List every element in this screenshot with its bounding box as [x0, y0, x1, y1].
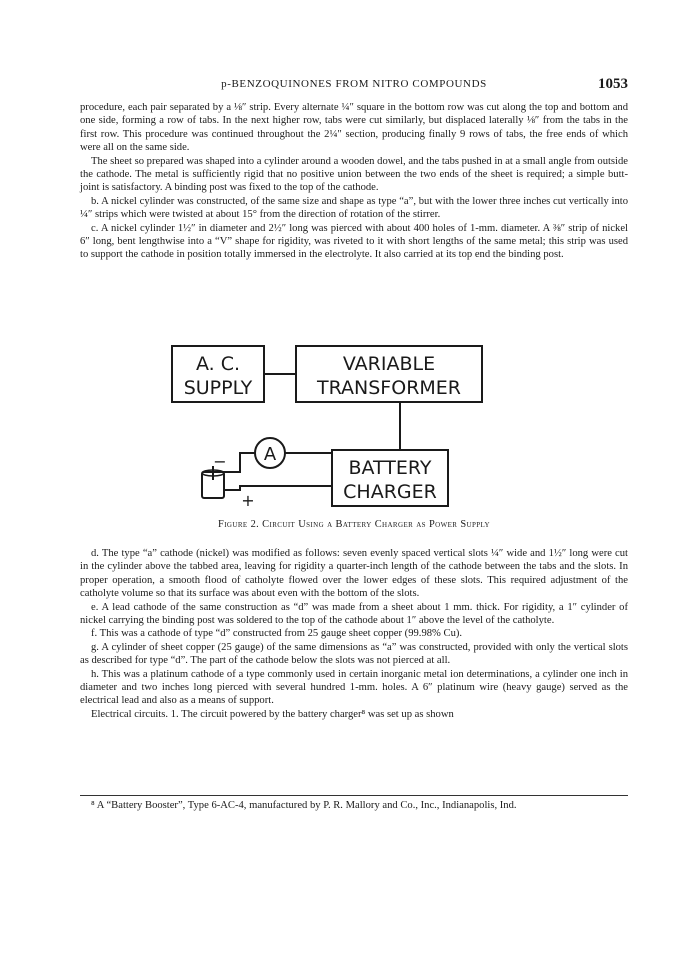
footnote — [80, 799, 628, 812]
paragraph: procedure, each pair separated by a ⅛″ strip. Every alternate ¼″ square in the bottom row was cut along the top and bottom and one side, forming a row of tabs. In the next higher row, tabs were cut similarly, but displaced laterally ⅛″ from the tabs in the first row. This procedure was continued throughout the 2¼″ section, producing finally 9 rows of tabs, the free ends of which were all on the same side. — [80, 102, 628, 154]
paragraph: f. This was a cathode of type “d” constructed from 25 gauge sheet copper (99.98% Cu). — [91, 628, 463, 640]
plus-sign: + — [241, 491, 255, 510]
paragraph: c. A nickel cylinder 1½″ in diameter and 2½″ long was pierced with about 400 holes of 1-mm. diameter. A ⅜″ strip of nickel 6″ long, bent lengthwise into a “V” shape for rigidity, was riveted to it with short lengths of the same metal; this strip was used to support the cathode in position totally immersed in the electrolyte. It also carried at its top end the binding post. — [80, 222, 628, 261]
paragraph: e. A lead cathode of the same construction as “d” was made from a sheet about 1 mm. thick. For rigidity, a 1″ cylinder of nickel carrying the binding post was soldered to the top of the cathode about 1″ above the level of the catholyte. — [80, 601, 628, 627]
circuit-diagram — [160, 340, 496, 512]
charger-label-line1: BATTERY — [348, 457, 432, 479]
running-title: p-BENZOQUINONES FROM NITRO COMPOUNDS — [221, 78, 487, 90]
paragraph: The sheet so prepared was shaped into a cylinder around a wooden dowel, and the tabs pushed in at a small angle from outside the cathode. The metal is sufficiently rigid that no positive union between the two ends of the sheet is required; a simple butt-joint is satisfactory. A binding post was fixed to the top of the cathode. — [80, 155, 628, 194]
paragraph: Electrical circuits. 1. The circuit powered by the battery charger⁸ was set up as shown — [91, 708, 454, 720]
charger-label-line2: CHARGER — [343, 481, 437, 503]
paragraph: g. A cylinder of sheet copper (25 gauge) of the same dimensions as “a” was constructed, provided with only the vertical slots as described for type “d”. The part of the cathode below the slots was not pierced at all. — [80, 641, 628, 667]
transformer-label-line1: VARIABLE — [342, 353, 436, 375]
paragraph: h. This was a platinum cathode of a type commonly used in certain inorganic metal ion determinations, a cylinder one inch in diameter and two inches long pierced with several hundred 1-mm. holes. A 6″ platinum wire (heavy gauge) served as the electrical lead and also as a means of support. — [80, 668, 628, 707]
footnote-rule — [80, 795, 628, 796]
paragraph: b. A nickel cylinder was constructed, of the same size and shape as type “a”, but with the lower three inches cut vertically into ¼″ strips which were twisted at about 15° from the direction of rotation of the stirrer. — [80, 195, 628, 221]
minus-sign: − — [213, 452, 227, 471]
paragraph: d. The type “a” cathode (nickel) was modified as follows: seven evenly spaced vertical slots ¼″ wide and 1½″ long were cut in the cylinder above the tabbed area, leaving for rigidity a quarter-inch length of the cathode between the tabs and the slots. In proper operation, a smooth flood of catholyte flowed over the lower edges of these slots. This required adjustment of the catholyte volume so that its surface was about even with the bottom of the slots. — [80, 548, 628, 600]
body-text-top — [80, 101, 628, 262]
ac-supply-label-line2: SUPPLY — [183, 377, 253, 399]
page-number: 1053 — [598, 76, 628, 92]
circuit-svg — [160, 340, 496, 512]
ac-supply-label-line1: A. C. — [195, 353, 241, 375]
figure-caption: Figure 2. Circuit Using a Battery Charger as Power Supply — [218, 519, 490, 530]
wire-cell-charger — [224, 486, 332, 490]
transformer-label-line2: TRANSFORMER — [317, 377, 461, 399]
body-text-bottom — [80, 547, 628, 721]
footnote-text: ⁸ A “Battery Booster”, Type 6-AC-4, manufactured by P. R. Mallory and Co., Inc., Indianapolis, Ind. — [91, 800, 517, 811]
page-header — [80, 76, 628, 94]
ammeter-label: A — [263, 444, 277, 465]
wire-ammeter-cell — [222, 453, 255, 472]
